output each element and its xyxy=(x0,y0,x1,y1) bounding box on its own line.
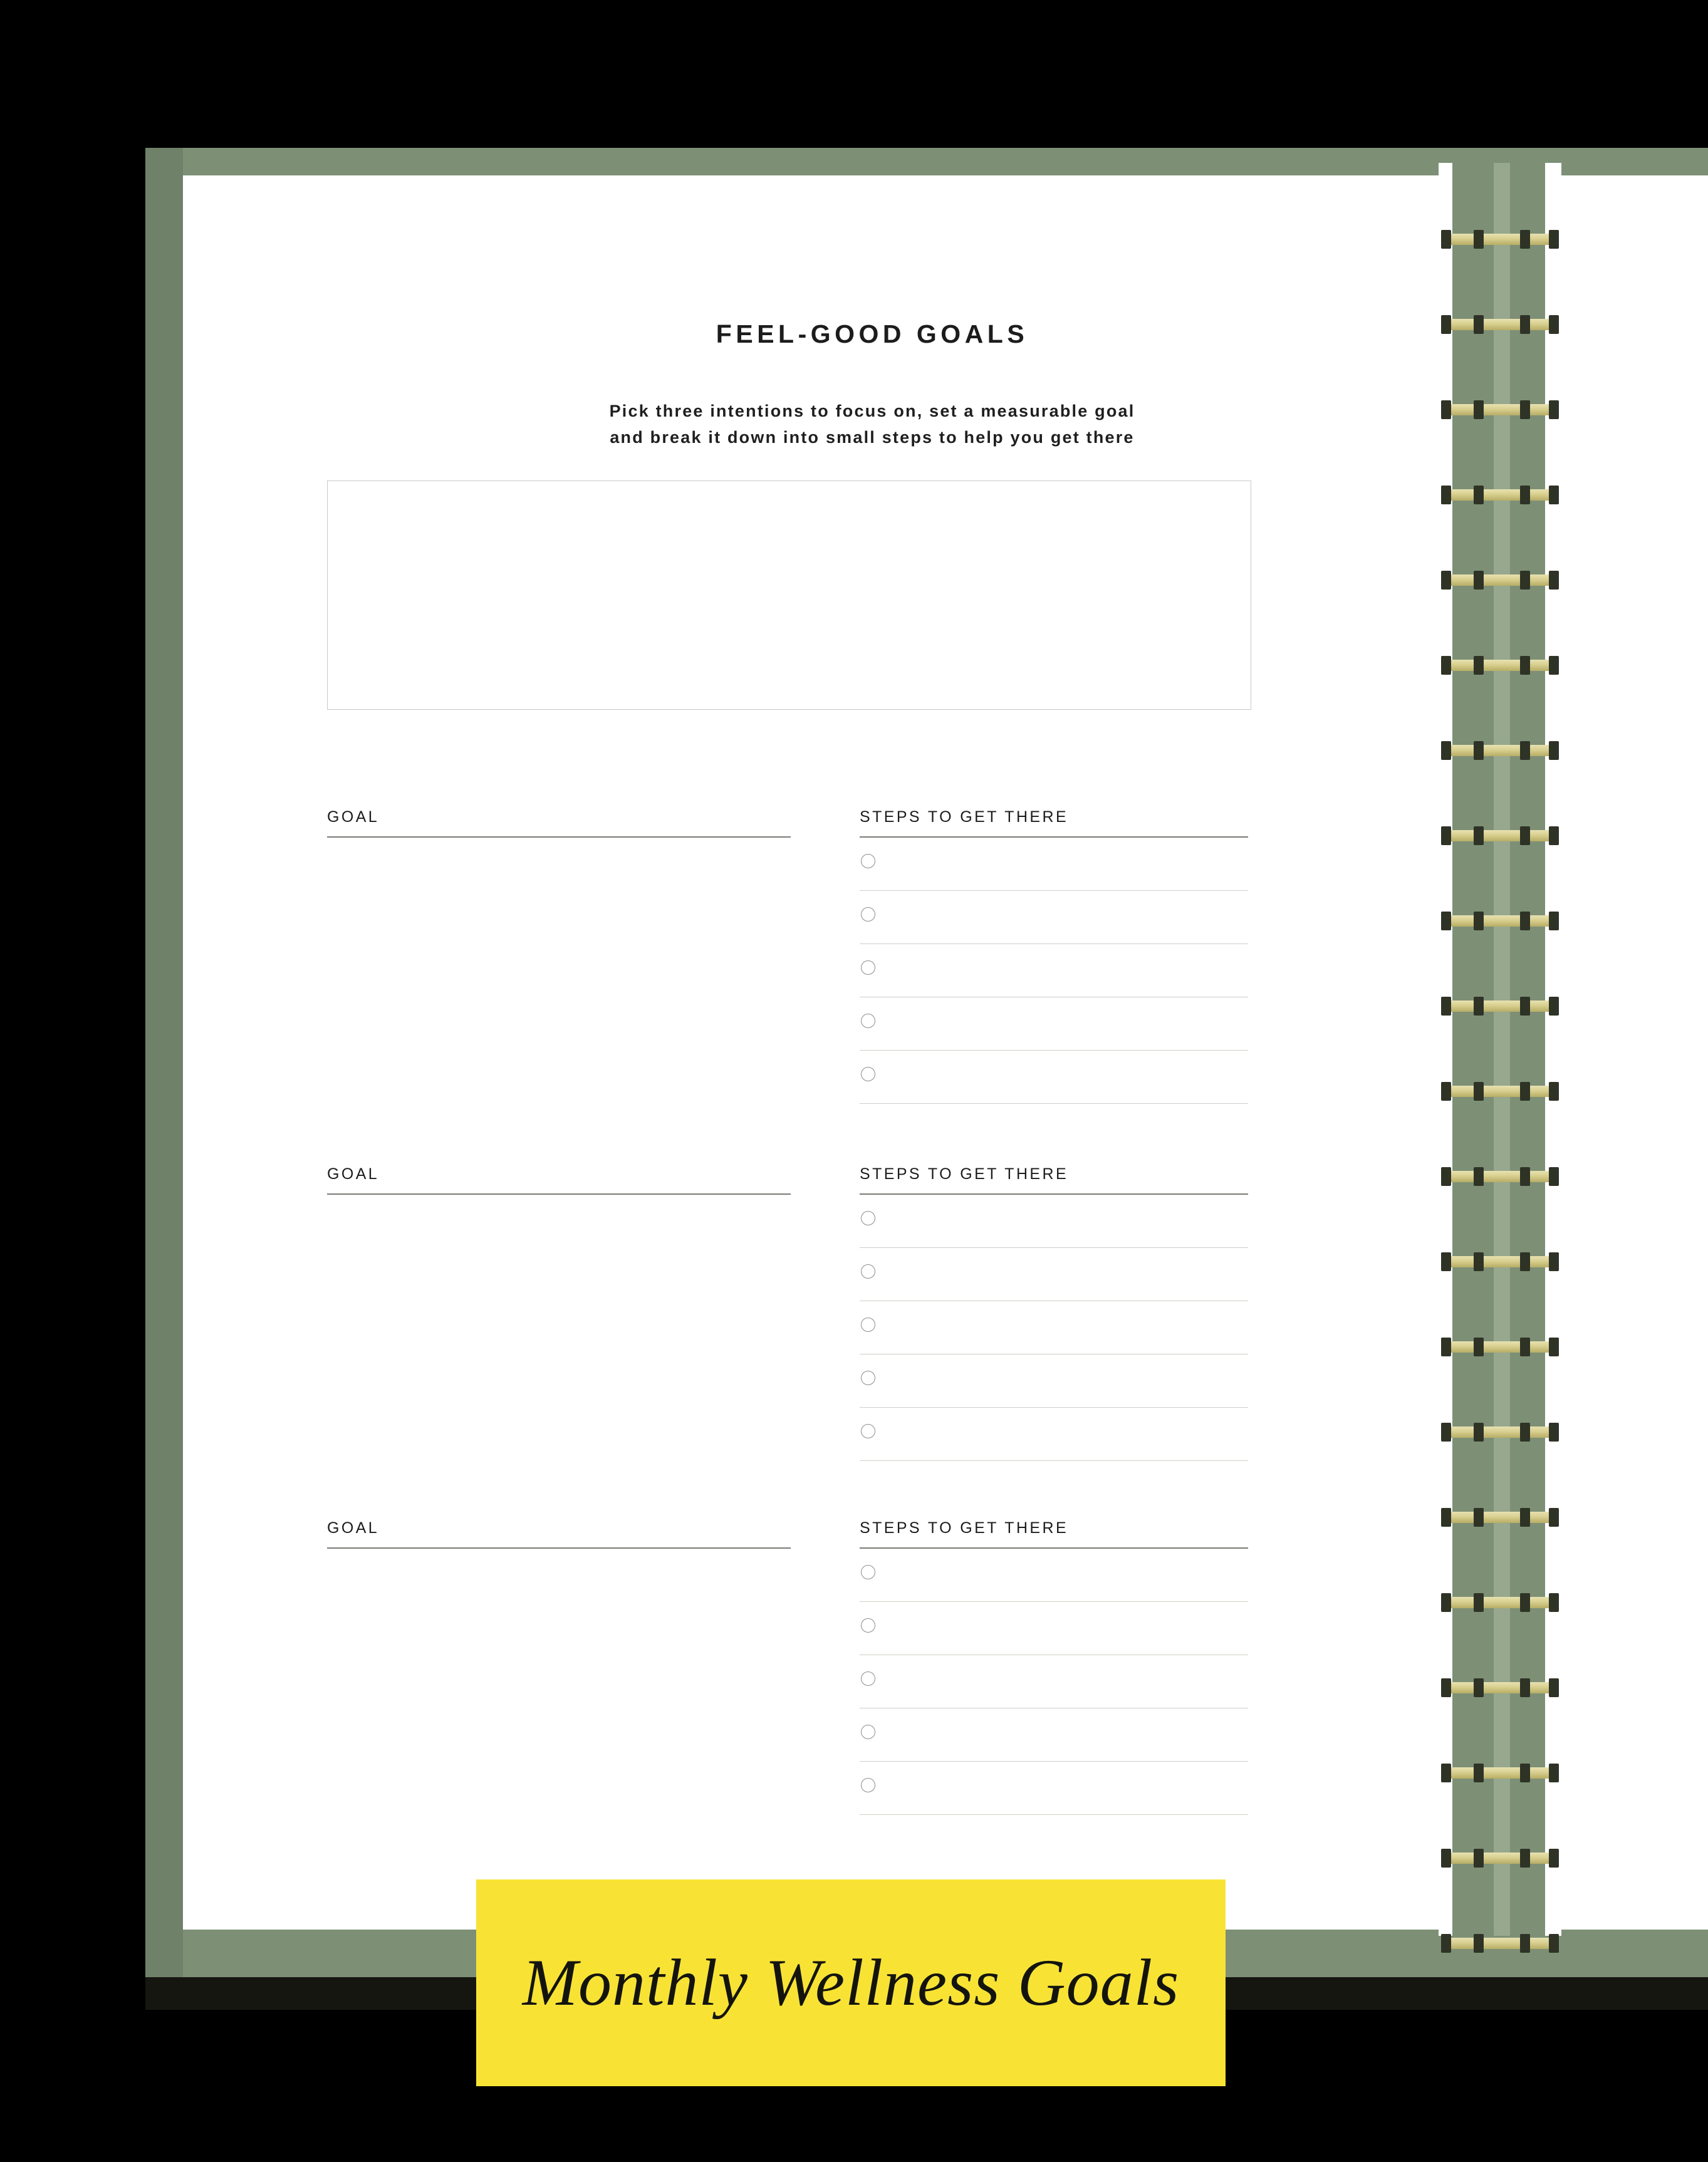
page-subtitle-line-2: and break it down into small steps to help you get there xyxy=(610,428,1135,447)
spiral-spine-left-page xyxy=(1439,163,1452,1936)
steps-list-3 xyxy=(860,1519,1248,1815)
page-subtitle xyxy=(183,398,1561,450)
checkbox-circle-icon[interactable] xyxy=(861,1424,875,1438)
spiral-coil xyxy=(1439,1166,1561,1187)
spiral-coil xyxy=(1439,910,1561,932)
spiral-coil xyxy=(1439,1762,1561,1784)
step-row[interactable] xyxy=(860,1248,1248,1301)
page-subtitle-line-1: Pick three intentions to focus on, set a measurable goal xyxy=(609,402,1135,420)
steps-label: STEPS TO GET THERE xyxy=(860,1165,1069,1183)
step-row[interactable] xyxy=(860,1549,1248,1602)
spiral-coil xyxy=(1439,1592,1561,1613)
checkbox-circle-icon[interactable] xyxy=(861,907,875,922)
checkbox-circle-icon[interactable] xyxy=(861,1264,875,1279)
spiral-coil xyxy=(1439,569,1561,591)
checkbox-circle-icon[interactable] xyxy=(861,1725,875,1739)
checkbox-circle-icon[interactable] xyxy=(861,854,875,868)
spiral-spine-right-page xyxy=(1545,163,1561,1936)
goal-write-line[interactable] xyxy=(327,1193,791,1195)
caption-text: Monthly Wellness Goals xyxy=(522,1946,1180,2019)
page-content xyxy=(183,175,1561,1930)
checkbox-circle-icon[interactable] xyxy=(861,1014,875,1028)
step-row[interactable] xyxy=(860,1762,1248,1815)
caption-banner xyxy=(476,1879,1226,2086)
step-row[interactable] xyxy=(860,838,1248,891)
spiral-coil xyxy=(1439,1933,1561,1954)
spiral-spine-center xyxy=(1494,163,1510,1936)
step-row[interactable] xyxy=(860,997,1248,1051)
step-row[interactable] xyxy=(860,1408,1248,1461)
checkbox-circle-icon[interactable] xyxy=(861,1067,875,1081)
planner-cover-spine-shadow xyxy=(145,148,183,1977)
steps-label: STEPS TO GET THERE xyxy=(860,808,1069,826)
step-row[interactable] xyxy=(860,891,1248,944)
checkbox-circle-icon[interactable] xyxy=(861,960,875,975)
spiral-coil xyxy=(1439,1421,1561,1443)
step-row[interactable] xyxy=(860,1051,1248,1104)
step-write-line xyxy=(860,1103,1248,1104)
steps-label: STEPS TO GET THERE xyxy=(860,1519,1069,1537)
goal-entry-2[interactable] xyxy=(327,1165,791,1195)
goal-label: GOAL xyxy=(327,1519,380,1537)
spiral-coil xyxy=(1439,825,1561,846)
spiral-coil xyxy=(1439,314,1561,335)
spiral-coil xyxy=(1439,995,1561,1017)
checkbox-circle-icon[interactable] xyxy=(861,1371,875,1385)
step-row[interactable] xyxy=(860,1354,1248,1408)
step-write-line xyxy=(860,1814,1248,1815)
spiral-coil xyxy=(1439,740,1561,761)
spiral-coil xyxy=(1439,1081,1561,1102)
checkbox-circle-icon[interactable] xyxy=(861,1671,875,1686)
spiral-coil xyxy=(1439,484,1561,506)
step-row[interactable] xyxy=(860,1655,1248,1708)
step-write-line xyxy=(860,1460,1248,1461)
checkbox-circle-icon[interactable] xyxy=(861,1778,875,1792)
checkbox-circle-icon[interactable] xyxy=(861,1211,875,1225)
spiral-coil xyxy=(1439,399,1561,420)
goal-write-line[interactable] xyxy=(327,1547,791,1549)
goal-label: GOAL xyxy=(327,808,380,826)
intentions-notes-box[interactable] xyxy=(327,481,1251,710)
spiral-coil xyxy=(1439,1251,1561,1272)
spiral-binding xyxy=(1439,163,1561,1936)
spiral-coil xyxy=(1439,1507,1561,1528)
step-row[interactable] xyxy=(860,1708,1248,1762)
goal-entry-1[interactable] xyxy=(327,808,791,838)
page-title: FEEL-GOOD GOALS xyxy=(716,320,1029,348)
goal-label: GOAL xyxy=(327,1165,380,1183)
step-row[interactable] xyxy=(860,1301,1248,1354)
step-row[interactable] xyxy=(860,1602,1248,1655)
spiral-coil xyxy=(1439,655,1561,676)
goal-entry-3[interactable] xyxy=(327,1519,791,1549)
goal-write-line[interactable] xyxy=(327,836,791,838)
steps-list-2 xyxy=(860,1165,1248,1461)
spiral-coil xyxy=(1439,1848,1561,1869)
spiral-coil xyxy=(1439,229,1561,250)
spiral-coil xyxy=(1439,1336,1561,1358)
steps-list-1 xyxy=(860,808,1248,1104)
checkbox-circle-icon[interactable] xyxy=(861,1618,875,1633)
step-row[interactable] xyxy=(860,1195,1248,1248)
step-row[interactable] xyxy=(860,944,1248,997)
spiral-coil xyxy=(1439,1677,1561,1698)
checkbox-circle-icon[interactable] xyxy=(861,1565,875,1579)
checkbox-circle-icon[interactable] xyxy=(861,1317,875,1332)
